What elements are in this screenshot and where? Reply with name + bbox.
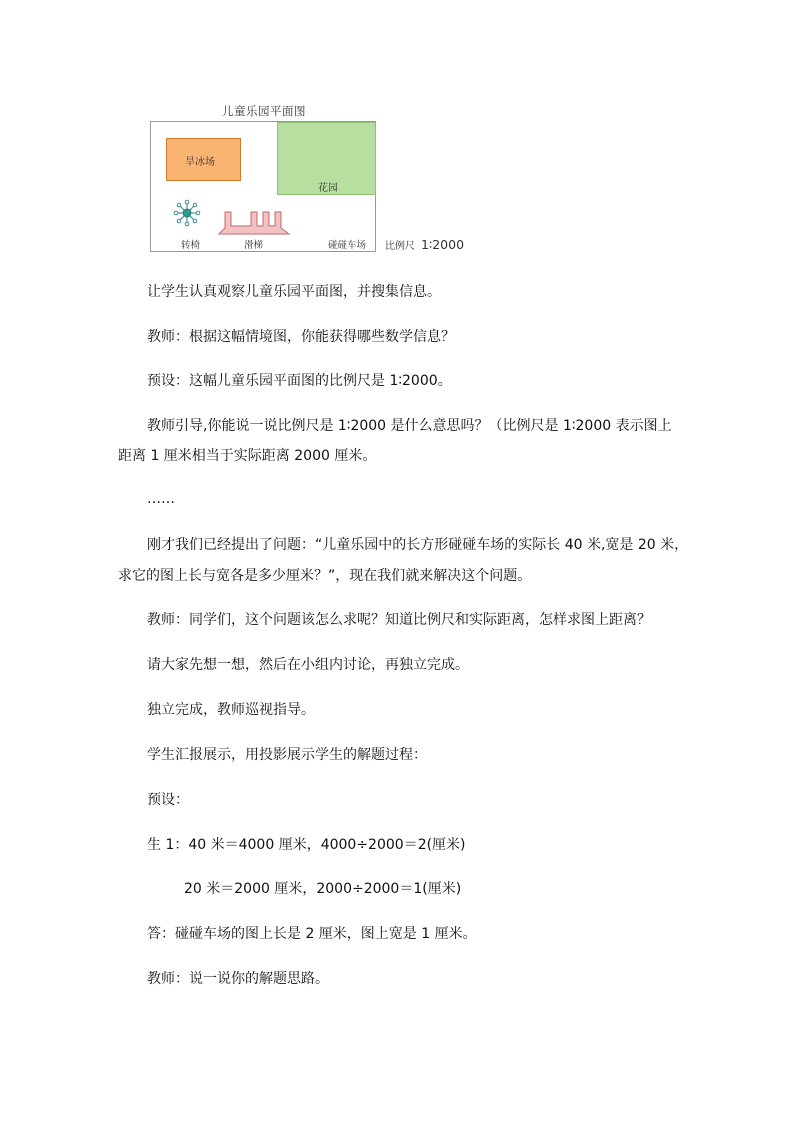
- slide-label: 滑梯: [244, 240, 264, 251]
- carousel-icon: [173, 199, 201, 227]
- paragraph-1: 让学生认真观察儿童乐园平面图，并搜集信息。: [147, 284, 441, 300]
- paragraph-8: 独立完成，教师巡视指导。: [147, 702, 315, 718]
- garden-label: 花园: [318, 183, 338, 194]
- paragraph-3: 预设：这幅儿童乐园平面图的比例尺是 1∶2000。: [147, 373, 452, 389]
- scale-indicator: [385, 237, 464, 252]
- paragraph-10: 预设：: [147, 792, 189, 808]
- ellipsis: ……: [147, 491, 175, 507]
- paragraph-2: 教师：根据这幅情境图，你能获得哪些数学信息？: [147, 329, 455, 345]
- solution-line-1: 生 1：40 米＝4000 厘米，4000÷2000＝2(厘米): [147, 837, 466, 853]
- scale-label: 比例尺: [385, 241, 415, 252]
- scale-ratio: 1∶2000: [421, 237, 465, 252]
- garden-area: [277, 122, 376, 195]
- skating-rink-area: [166, 138, 241, 181]
- paragraph-9: 学生汇报展示，用投影展示学生的解题过程：: [147, 747, 427, 763]
- paragraph-4-line-2: 距离 1 厘米相当于实际距离 2000 厘米。: [118, 448, 377, 464]
- skating-rink-label: 旱冰场: [185, 157, 215, 168]
- slide-icon: [217, 208, 291, 236]
- bumper-cars-label: 碰碰车场: [328, 240, 367, 251]
- paragraph-11: 教师：说一说你的解题思路。: [147, 971, 329, 987]
- solution-line-2: 20 米＝2000 厘米，2000÷2000＝1(厘米): [184, 881, 462, 897]
- paragraph-5-line-2: 求它的图上长与宽各是多少厘米？”，现在我们就来解决这个问题。: [118, 568, 532, 584]
- answer-line: 答：碰碰车场的图上长是 2 厘米，图上宽是 1 厘米。: [147, 926, 477, 942]
- paragraph-4-line-1: 教师引导,你能说一说比例尺是 1∶2000 是什么意思吗？（比例尺是 1∶2000 表示图上: [147, 418, 672, 434]
- carousel-label: 转椅: [181, 240, 201, 251]
- paragraph-7: 请大家先想一想，然后在小组内讨论，再独立完成。: [147, 657, 469, 673]
- playground-map: [150, 121, 376, 252]
- figure-title: 儿童乐园平面图: [222, 104, 306, 118]
- paragraph-6: 教师：同学们，这个问题该怎么求呢？知道比例尺和实际距离，怎样求图上距离？: [147, 612, 651, 628]
- paragraph-5-line-1: 刚才我们已经提出了问题：“儿童乐园中的长方形碰碰车场的实际长 40 米,宽是 20 米，: [147, 537, 689, 553]
